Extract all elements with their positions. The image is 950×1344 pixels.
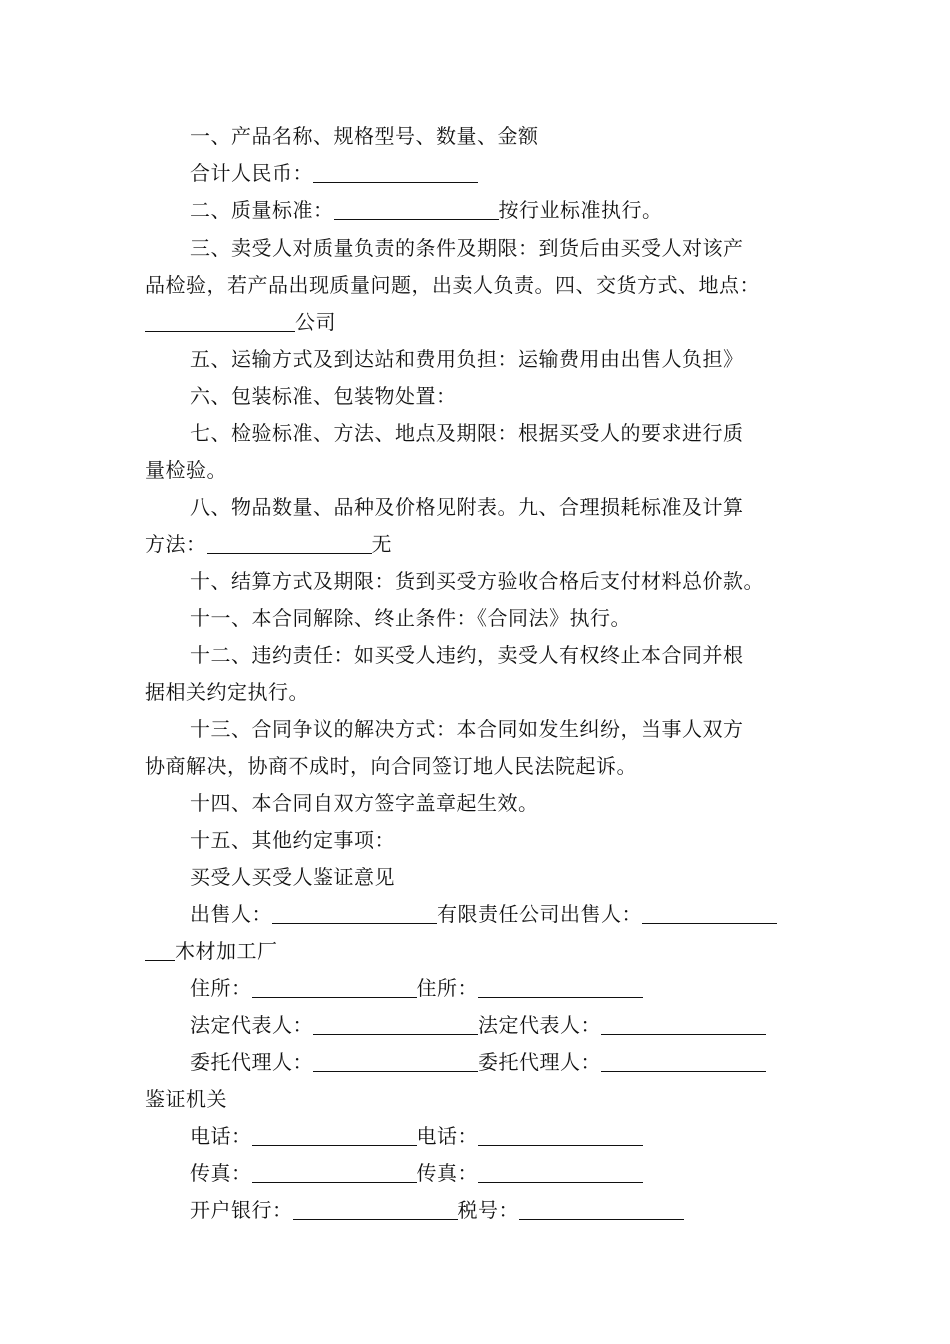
field-label: 合计人民币： [190, 161, 313, 185]
blank-field[interactable] [145, 938, 175, 961]
clause-text: 五、运输方式及到达站和费用负担：运输费用由出售人负担》 [190, 347, 744, 371]
clause-13-line-1 [190, 714, 744, 744]
fax-line [190, 1158, 643, 1188]
field-label: 法定代表人： [478, 1013, 601, 1037]
field-label: 有限责任公司出售人： [437, 902, 642, 926]
field-label: 委托代理人： [190, 1050, 313, 1074]
clause-text: 买受人买受人鉴证意见 [190, 865, 395, 889]
clause-text: 量检验。 [145, 458, 227, 482]
blank-field[interactable] [252, 975, 417, 998]
blank-field[interactable] [478, 975, 643, 998]
clause-3-line-1 [190, 233, 744, 263]
blank-field[interactable] [313, 160, 478, 183]
clause-text: 十四、本合同自双方签字盖章起生效。 [190, 791, 539, 815]
bank-line [190, 1195, 684, 1225]
clause-text: 协商解决，协商不成时，向合同签订地人民法院起诉。 [145, 754, 637, 778]
agent-line [190, 1047, 766, 1077]
blank-field[interactable] [252, 1123, 417, 1146]
clause-text: 六、包装标准、包装物处置： [190, 384, 457, 408]
address-line [190, 973, 643, 1003]
clause-text: 据相关约定执行。 [145, 680, 309, 704]
clause-11-line [190, 603, 631, 633]
clause-text: 木材加工厂 [175, 939, 278, 963]
clause-text: 鉴证机关 [145, 1087, 227, 1111]
clause-15-line [190, 825, 395, 855]
field-label: 委托代理人： [478, 1050, 601, 1074]
field-label: 税号： [457, 1198, 519, 1222]
clause-text: 无 [371, 532, 392, 556]
field-label: 电话： [190, 1124, 252, 1148]
blank-field[interactable] [272, 901, 437, 924]
clause-text: 公司 [295, 310, 336, 334]
notary-authority-line [145, 1084, 227, 1114]
clause-8-line-1 [190, 492, 744, 522]
clause-13-line-2 [145, 751, 637, 781]
field-label: 方法： [145, 532, 207, 556]
clause-4-line [145, 307, 336, 337]
clause-text: 按行业标准执行。 [498, 198, 663, 222]
blank-field[interactable] [519, 1197, 684, 1220]
phone-line [190, 1121, 643, 1151]
clause-text: 一、产品名称、规格型号、数量、金额 [190, 124, 539, 148]
field-label: 二、质量标准： [190, 198, 334, 222]
blank-field[interactable] [313, 1049, 478, 1072]
blank-field[interactable] [313, 1012, 478, 1035]
blank-field[interactable] [478, 1160, 643, 1183]
clause-10-line [190, 566, 764, 596]
blank-field[interactable] [601, 1012, 766, 1035]
blank-field[interactable] [334, 197, 499, 220]
clause-12-line-2 [145, 677, 309, 707]
field-label: 开户银行： [190, 1198, 293, 1222]
blank-field[interactable] [601, 1049, 766, 1072]
clause-7-line-1 [190, 418, 744, 448]
clause-text: 八、物品数量、品种及价格见附表。九、合理损耗标准及计算 [190, 495, 744, 519]
clause-text: 十、结算方式及期限：货到买受方验收合格后支付材料总价款。 [190, 569, 764, 593]
field-label: 法定代表人： [190, 1013, 313, 1037]
field-label: 传真： [416, 1161, 478, 1185]
field-label: 住所： [190, 976, 252, 1000]
clause-1-heading [190, 121, 539, 151]
clause-2-line [190, 195, 663, 225]
field-label: 住所： [416, 976, 478, 1000]
field-label: 传真： [190, 1161, 252, 1185]
clause-text: 三、卖受人对质量负责的条件及期限：到货后由买受人对该产 [190, 236, 744, 260]
blank-field[interactable] [145, 309, 295, 332]
signature-header [190, 862, 395, 892]
clause-text: 十一、本合同解除、终止条件：《合同法》执行。 [190, 606, 631, 630]
clause-7-line-2 [145, 455, 227, 485]
clause-14-line [190, 788, 539, 818]
total-rmb-line [190, 158, 478, 188]
legal-rep-line [190, 1010, 766, 1040]
blank-field[interactable] [293, 1197, 458, 1220]
seller-line [190, 899, 777, 929]
seller-line-cont [145, 936, 278, 966]
field-label: 出售人： [190, 902, 272, 926]
blank-field[interactable] [478, 1123, 643, 1146]
blank-field[interactable] [252, 1160, 417, 1183]
clause-text: 十二、违约责任：如买受人违约，卖受人有权终止本合同并根 [190, 643, 744, 667]
blank-field[interactable] [642, 901, 777, 924]
clause-3-line-2 [145, 270, 760, 300]
clause-6-line [190, 381, 457, 411]
blank-field[interactable] [207, 531, 372, 554]
clause-text: 品检验，若产品出现质量问题，出卖人负责。四、交货方式、地点： [145, 273, 760, 297]
field-label: 电话： [416, 1124, 478, 1148]
clause-text: 十五、其他约定事项： [190, 828, 395, 852]
clause-text: 十三、合同争议的解决方式：本合同如发生纠纷，当事人双方 [190, 717, 744, 741]
clause-9-line [145, 529, 392, 559]
clause-12-line-1 [190, 640, 744, 670]
clause-text: 七、检验标准、方法、地点及期限：根据买受人的要求进行质 [190, 421, 744, 445]
clause-5-line [190, 344, 744, 374]
